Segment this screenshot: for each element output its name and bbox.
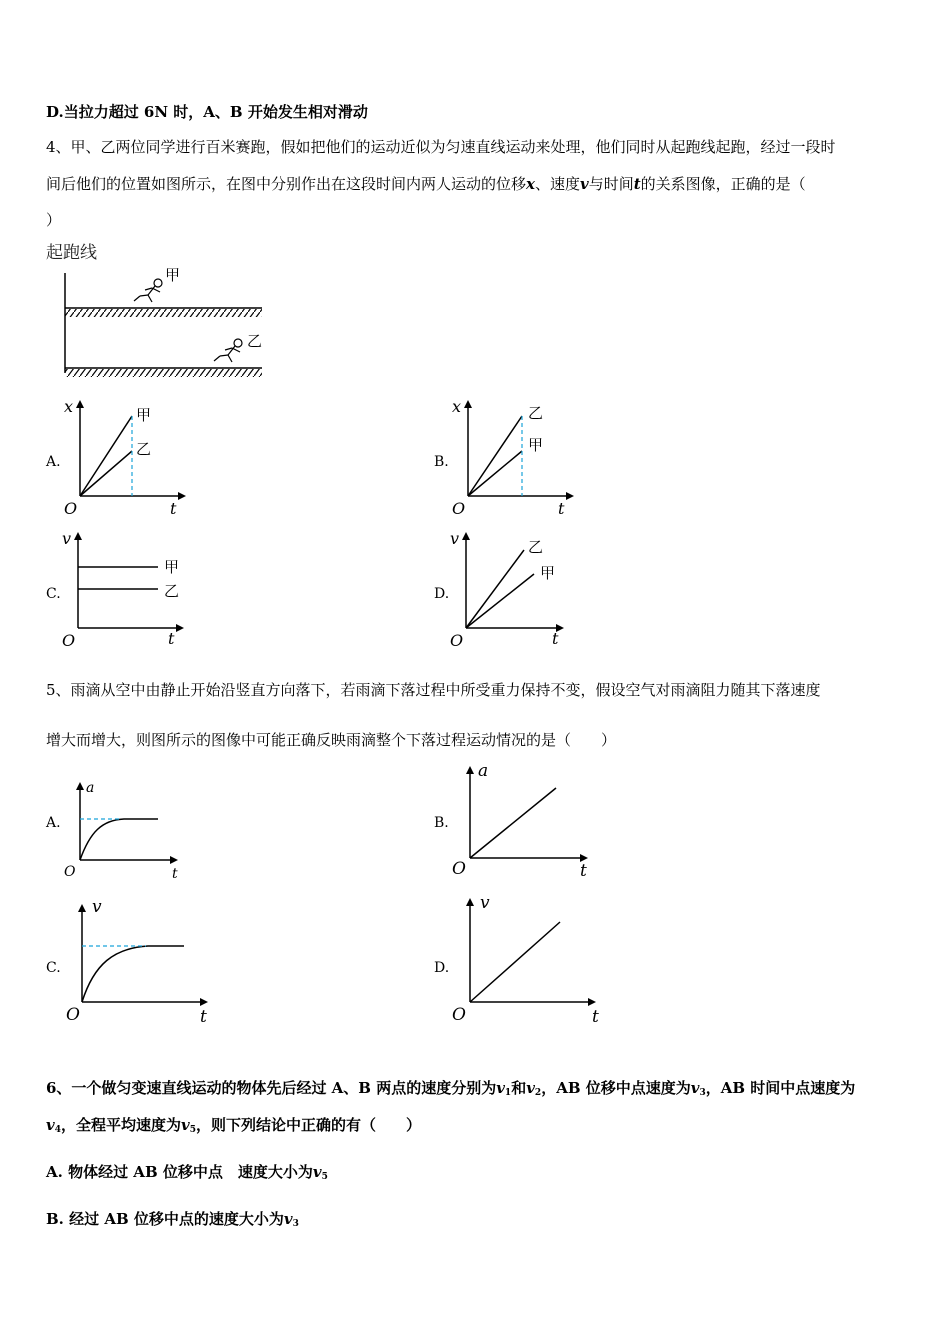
var-t: t xyxy=(633,175,641,193)
x-axis-arrow-icon xyxy=(170,856,178,864)
x-axis-arrow-icon xyxy=(200,998,208,1006)
bottom-line-label: 甲 xyxy=(528,436,544,454)
y-axis-arrow-icon xyxy=(74,532,82,540)
var-v: v xyxy=(579,175,589,193)
subscript: 3 xyxy=(292,1219,299,1229)
x-label: t xyxy=(558,499,565,518)
q4-stem-text: 间后他们的位置如图所示，在图中分别作出在这段时间内两人运动的位移 xyxy=(46,175,527,193)
var-v: v xyxy=(181,1116,190,1134)
var-v: v xyxy=(526,1079,535,1097)
y-label: x xyxy=(64,397,74,416)
q4-stem-line2 xyxy=(46,174,806,194)
y-label: v xyxy=(450,529,460,548)
q6-option-b-text: B. 经过 AB 位移中点的速度大小为 xyxy=(46,1210,284,1228)
q4-option-c-graph[interactable] xyxy=(58,528,188,652)
track-title: 起跑线 xyxy=(46,243,97,263)
y-label: a xyxy=(86,780,95,796)
q4-option-b-label[interactable]: B. xyxy=(434,454,449,470)
q4-option-b-graph[interactable] xyxy=(446,396,576,520)
y-label: v xyxy=(480,893,490,913)
x-label: t xyxy=(168,629,175,648)
top-line-label: 甲 xyxy=(136,406,152,424)
bottom-line-label: 甲 xyxy=(540,564,556,582)
q6-option-a-text: A. 物体经过 AB 位移中点 速度大小为 xyxy=(46,1163,313,1181)
y-label: v xyxy=(92,897,102,917)
lane2-hatch xyxy=(65,369,262,377)
x-label: t xyxy=(580,861,587,881)
jia-line xyxy=(80,416,132,496)
q5-option-a-label[interactable]: A. xyxy=(46,815,61,831)
origin-label: O xyxy=(452,1005,466,1025)
q5-option-a-graph[interactable] xyxy=(62,774,188,884)
q5-stem-line2: 增大而增大，则图所示的图像中可能正确反映雨滴整个下落过程运动情况的是（ ） xyxy=(46,731,617,749)
v-curve xyxy=(82,946,184,1002)
q6-option-b[interactable] xyxy=(46,1209,299,1234)
subscript: 2 xyxy=(534,1088,542,1098)
runner-jia-label: 甲 xyxy=(165,266,181,284)
q5-option-d-graph[interactable] xyxy=(450,890,610,1026)
a-curve xyxy=(80,819,158,860)
q6-text: ，则下列结论中正确的有（ ） xyxy=(195,1116,421,1134)
x-label: t xyxy=(200,1007,207,1027)
var-x: x xyxy=(526,175,535,193)
q6-text: 和 xyxy=(511,1079,527,1097)
y-axis-arrow-icon xyxy=(464,400,472,408)
q6-stem-line1 xyxy=(46,1078,855,1103)
var-v: v xyxy=(283,1210,293,1228)
bottom-line-label: 乙 xyxy=(136,440,152,458)
origin-label: O xyxy=(450,631,464,650)
origin-label: O xyxy=(452,859,466,879)
q4-stem-line3: ） xyxy=(46,211,62,229)
x-label: t xyxy=(552,629,559,648)
runner-yi-icon xyxy=(214,339,242,362)
origin-label: O xyxy=(452,499,466,518)
q5-option-c-graph[interactable] xyxy=(62,896,222,1026)
x-axis-arrow-icon xyxy=(176,624,184,632)
q6-text: ，AB 时间中点速度为 xyxy=(705,1079,856,1097)
y-label: x xyxy=(452,397,462,416)
q5-option-c-label[interactable]: C. xyxy=(46,960,61,976)
var-v: v xyxy=(690,1079,700,1097)
q4-stem-text: 的关系图像，正确的是（ xyxy=(640,175,806,193)
q6-text: ，全程平均速度为 xyxy=(60,1116,181,1134)
q4-option-c-label[interactable]: C. xyxy=(46,586,61,602)
runner-jia-icon xyxy=(134,279,162,302)
q4-track-figure xyxy=(44,240,274,380)
q4-option-a-graph[interactable] xyxy=(58,396,188,520)
y-axis-arrow-icon xyxy=(466,766,474,774)
x-label: t xyxy=(172,866,178,882)
v-line xyxy=(470,922,560,1002)
q6-stem-line2 xyxy=(46,1115,421,1140)
subscript: 3 xyxy=(699,1088,706,1098)
y-label: a xyxy=(478,761,489,781)
q4-stem-line1: 4、甲、乙两位同学进行百米赛跑，假如把他们的运动近似为匀速直线运动来处理，他们同时从起跑线起跑，经过一段时 xyxy=(46,138,836,156)
origin-label: O xyxy=(64,499,78,518)
q4-option-a-label[interactable]: A. xyxy=(46,454,61,470)
x-label: t xyxy=(170,499,177,518)
yi-line xyxy=(468,416,522,496)
q4-option-d-graph[interactable] xyxy=(446,528,576,652)
y-axis-arrow-icon xyxy=(462,532,470,540)
q5-option-b-label[interactable]: B. xyxy=(434,815,449,831)
q5-stem-line1: 5、雨滴从空中由静止开始沿竖直方向落下，若雨滴下落过程中所受重力保持不变，假设空气对雨滴阻力随其下落速度 xyxy=(46,681,821,699)
runner-yi-label: 乙 xyxy=(247,332,263,350)
x-axis-arrow-icon xyxy=(566,492,574,500)
q6-option-a[interactable] xyxy=(46,1162,328,1187)
origin-label: O xyxy=(62,631,76,650)
var-v: v xyxy=(496,1079,505,1097)
subscript: 5 xyxy=(189,1125,196,1135)
q4-stem-text: 、速度 xyxy=(534,175,580,193)
subscript: 5 xyxy=(321,1172,328,1182)
q3-option-d: D.当拉力超过 6N 时，A、B 开始发生相对滑动 xyxy=(46,103,368,121)
y-label: v xyxy=(62,529,72,548)
top-line-label: 乙 xyxy=(528,538,544,556)
top-line-label: 甲 xyxy=(164,558,180,576)
q5-option-b-graph[interactable] xyxy=(450,758,600,882)
y-axis-arrow-icon xyxy=(466,898,474,906)
var-v: v xyxy=(312,1163,322,1181)
var-v: v xyxy=(46,1116,55,1134)
y-axis-arrow-icon xyxy=(76,782,84,790)
q5-option-d-label[interactable]: D. xyxy=(434,960,450,976)
q6-text: 6、一个做匀变速直线运动的物体先后经过 A、B 两点的速度分别为 xyxy=(46,1079,497,1097)
q4-option-d-label[interactable]: D. xyxy=(434,586,450,602)
q4-stem-text: 与时间 xyxy=(588,175,634,193)
y-axis-arrow-icon xyxy=(78,904,86,912)
bottom-line-label: 乙 xyxy=(164,582,180,600)
x-label: t xyxy=(592,1007,599,1027)
origin-label: O xyxy=(64,864,76,880)
origin-label: O xyxy=(66,1005,80,1025)
subscript: 4 xyxy=(54,1125,61,1135)
a-line xyxy=(470,788,556,858)
top-line-label: 乙 xyxy=(528,404,544,422)
x-axis-arrow-icon xyxy=(178,492,186,500)
y-axis-arrow-icon xyxy=(76,400,84,408)
lane1-hatch xyxy=(65,309,262,317)
yi-line xyxy=(80,451,132,496)
jia-line xyxy=(468,451,522,496)
subscript: 1 xyxy=(504,1088,512,1098)
x-axis-arrow-icon xyxy=(588,998,596,1006)
q6-text: ，AB 位移中点速度为 xyxy=(541,1079,691,1097)
